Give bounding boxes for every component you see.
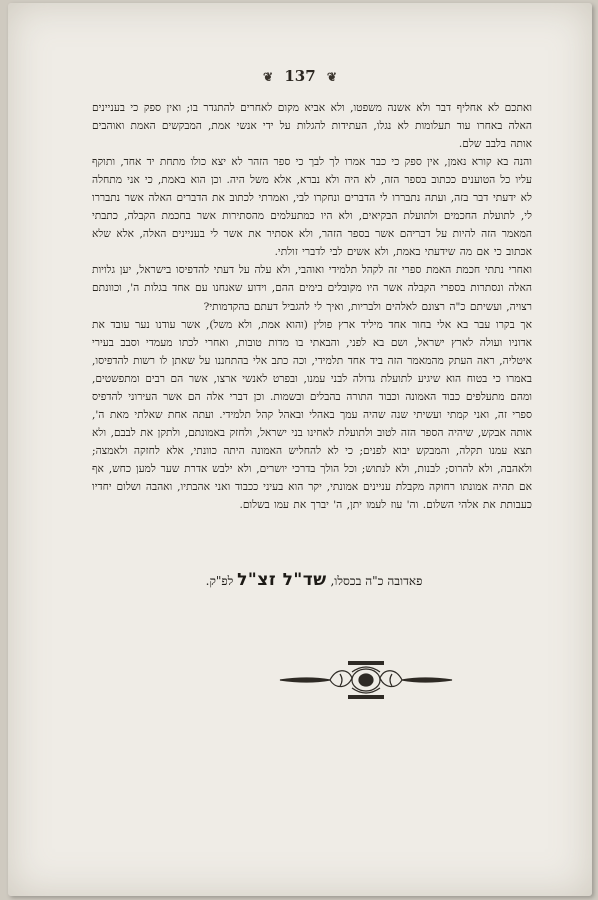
- paragraph-3: ואחרי נתתי חכמת האמת ספרי זה לקהל תלמידי ואוהבי, ולא עלה על דעתי להדפיסו בישראל, יען גלויות האלה ונסתרות בספרי הקבלה אשר היו מקובלים בימים ההם, וידוע שאנחנו עם אחד בגלות ה', וכוונתם רצויה, ועשיתם כ"ה רצונם לאלהים ולבריות, ואיך לי להגביל דעתם בהקדמותי?: [92, 264, 532, 313]
- page-header: [8, 67, 592, 85]
- signature-line: [104, 570, 524, 590]
- book-page: [8, 3, 592, 896]
- right-flourish-icon: ❦: [326, 70, 337, 84]
- page-number: 137: [284, 67, 316, 85]
- signature-name: שד"ל זצ"ל: [237, 570, 327, 590]
- signature-year: לפ"ק.: [205, 574, 234, 588]
- body-text: [92, 99, 532, 514]
- paragraph-4: אך בקרו עבר בא אלי בחור אחד מיליד ארץ פולין (והוא אמת, ולא משל), אשר עודנו נער עובד את אדוניו ועולה לארץ ישראל, ושם בא לפני, והבאתי בו מדות טובות, ואחרי לכתו מעמדי וסבב בעירי איטליה, ראה העתק מהמאמר הזה ביד אחד תלמידי, וכה כתב אלי בהתחננו על שאתן לו רשות להדפיסו, באמרו כי בטוח הוא שיגיע לתועלת גדולה לבני עמנו, ובפרט לאנשי ארצו, אשר הם רבים ומתפשטים, ומהם מתעלפים כבוד האמונה וכבוד התורה בהבלים ובשמות. וכן דברי אלה הם אשר העירוני להדפיס ספרי זה, ואני קמתי ועשיתי שנה שהיה עמך באהלי ובאהל קהל תלמידי. ועתה אחת שאלתי מאת ה', אותה אבקש, שיהיה הספר הזה לטוב ולתועלת לאחינו בני ישראל, ולחזק באמונתם, ולתקן את לבבם, ולא תצא עמנו תקלה, והמבקש יבוא לפנים; כי לא להחליש האמונה היתה כוונתי, אלא לחזקה ולאמצה; ולאהבה, ולא להרוס; לבנות, ולא לנתוש; וכל הולך בדרכי יושרים, ולא ילבש אדרת שער למען כחש, אף אם תהיה אמונתו רחוקה מקבלת עניינים אמונתי, יקר הוא בעיני ככבוד ואני אהבתיו, ואהבה ושלום יחדיו כעבותת את אלהי השלום. וה' עוז לעמו יתן, ה' יברך את עמו בשלום.: [92, 318, 532, 512]
- left-flourish-icon: ❦: [263, 70, 274, 84]
- signature-place-date: פאדובה כ"ה בכסלו,: [330, 574, 423, 588]
- paragraph-2: והנה בא קורא נאמן, אין ספק כי כבר אמרו לך לבך כי ספר הזהר לא יצא כולו מתחת יד אחד, ותוקף עליו כל הטוענים ככתוב בספר הזה, לא היה ולא נברא, אלא משל היה. וכן הוא באמת, כי אני מתחלה לא ידעתי דבר בזה, ועתה נתבררו לי הדברים ונחקרו לבי, ואמרתי לכתוב את הדברים האלה אשר נתבררו לי, לתועלת החכמים ולתועלת הבקיאים, ולא היו כמתעלמים מהסתירות אשר בחכמת הקבלה, כתבתי המאמר הזה להיות על דבריהם אשר בספר הזהר, ולא אסתיר את אשר לי בעניינים האלה, אלא שלא אכתוב כי אם מה שידעתי באמת, ולא אשים לבי לדברי זולתי.: [92, 156, 532, 259]
- printer-ornament-icon: [278, 658, 454, 702]
- paragraph-1: ואתכם לא אחליף דבר ולא אשנה משפטו, ולא אביא מקום לאחרים להתגדר בו; ואין ספק כי בעניינים האלה באחרו עוד תעלומות לא נגלו, העתידות להגלות על ידי אנשי אמת, המבקשים האמת ואוהבים אותה בלבב שלם.: [92, 102, 532, 151]
